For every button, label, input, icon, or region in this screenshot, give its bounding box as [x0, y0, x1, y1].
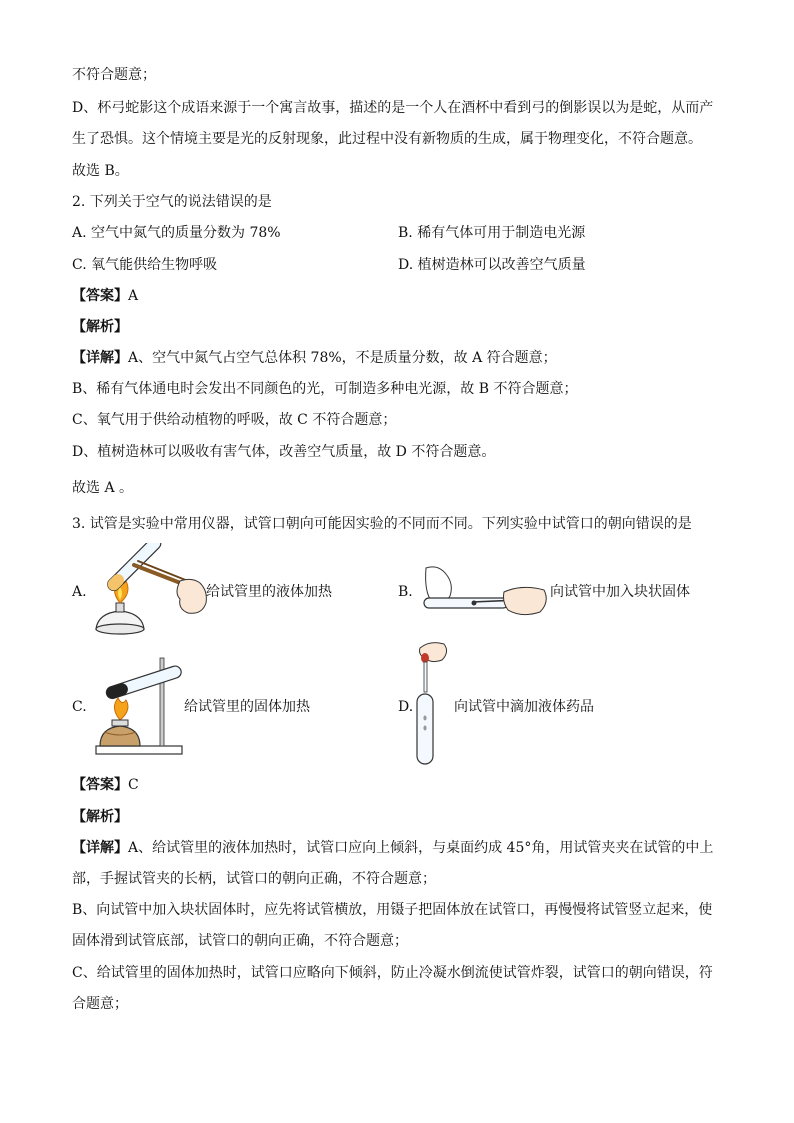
q3-option-d-label: 向试管中滴加液体药品 [454, 699, 594, 715]
detail-tag: 【详解】 [72, 840, 128, 856]
q3-detail-a-cont: 部，手握试管夹的长柄，试管口的朝向正确，不符合题意； [72, 871, 436, 887]
prev-text-line: 不符合题意； [72, 67, 156, 83]
q2-option-b: B. 稀有气体可用于制造电光源 [398, 225, 586, 241]
q3-answer [72, 776, 139, 794]
q3-option-d-letter: D. [398, 699, 414, 715]
flame-icon [114, 698, 128, 720]
detail-tag: 【详解】 [72, 350, 128, 366]
drop-liquid-figure [410, 640, 450, 768]
q3-stem: 3. 试管是实验中常用仪器，试管口朝向可能因实验的不同而不同。下列实验中试管口的朝向错误的是 [72, 516, 692, 532]
detail-text: A、给试管里的液体加热时，试管口应向上倾斜，与桌面约成 45°角，用试管夹夹在试管的中上 [128, 840, 714, 856]
q2-option-c: C. 氧气能供给生物呼吸 [72, 257, 218, 273]
prev-text-line: 生了恐惧。这个情境主要是光的反射现象，此过程中没有新物质的生成，属于物理变化，不符合题意。 [72, 131, 702, 147]
q3-analysis-tag [72, 808, 128, 826]
q2-option-a: A. 空气中氮气的质量分数为 78% [72, 225, 281, 241]
q3-option-b-label: 向试管中加入块状固体 [550, 584, 690, 600]
test-tube-icon [105, 665, 183, 701]
liquid-heating-figure [88, 543, 210, 639]
test-tube-icon [424, 598, 508, 608]
q3-option-c-label: 给试管里的固体加热 [184, 699, 310, 715]
hand-icon [504, 587, 547, 614]
prev-text-line: D、杯弓蛇影这个成语来源于一个寓言故事，描述的是一个人在酒杯中看到弓的倒影误以为是蛇，从而产 [72, 100, 714, 116]
q3-detail-b: B、向试管中加入块状固体时，应先将试管横放，用镊子把固体放在试管口，再慢慢将试管竖立起来，使 [72, 902, 713, 918]
answer-tag: 【答案】 [72, 288, 128, 304]
alcohol-lamp-icon [100, 726, 140, 746]
q3-option-c-letter: C. [72, 699, 87, 715]
add-solid-figure [418, 562, 550, 620]
analysis-tag: 【解析】 [72, 809, 128, 825]
hand-icon [177, 579, 206, 613]
prev-conclusion: 故选 B。 [72, 163, 129, 179]
detail-text: A、空气中氮气占空气总体积 78%，不是质量分数，故 A 符合题意； [128, 350, 557, 366]
analysis-tag: 【解析】 [72, 319, 128, 335]
iron-stand-base-icon [96, 746, 182, 754]
q3-option-b-letter: B. [398, 584, 413, 600]
q2-conclusion: 故选 A 。 [72, 480, 134, 496]
dropper-icon [424, 662, 427, 692]
q2-detail-d: D、植树造林可以吸收有害气体，改善空气质量，故 D 不符合题意。 [72, 444, 496, 460]
q3-option-a-label: 给试管里的液体加热 [206, 584, 332, 600]
q2-detail-c: C、氧气用于供给动植物的呼吸，故 C 不符合题意； [72, 412, 397, 428]
q3-detail-b-cont: 固体滑到试管底部，试管口的朝向正确，不符合题意； [72, 933, 408, 949]
q2-detail-b: B、稀有气体通电时会发出不同颜色的光，可制造多种电光源，故 B 不符合题意； [72, 381, 578, 397]
dropper-bulb-icon [421, 653, 429, 663]
q2-analysis-tag [72, 318, 128, 336]
q2-detail-a [72, 349, 557, 367]
q2-answer [72, 287, 138, 305]
solid-heating-figure [90, 650, 190, 758]
q3-option-a-letter: A. [72, 584, 87, 600]
q2-option-d: D. 植树造林可以改善空气质量 [398, 257, 586, 273]
q3-detail-c: C、给试管里的固体加热时，试管口应略向下倾斜，防止冷凝水倒流使试管炸裂，试管口的朝向错误，符 [72, 965, 713, 981]
q2-stem: 2. 下列关于空气的说法错误的是 [72, 194, 272, 210]
q3-detail-a [72, 839, 713, 857]
q3-detail-c-cont: 合题意； [72, 996, 128, 1012]
answer-tag: 【答案】 [72, 777, 128, 793]
answer-value: C [128, 777, 139, 793]
answer-value: A [128, 288, 139, 304]
